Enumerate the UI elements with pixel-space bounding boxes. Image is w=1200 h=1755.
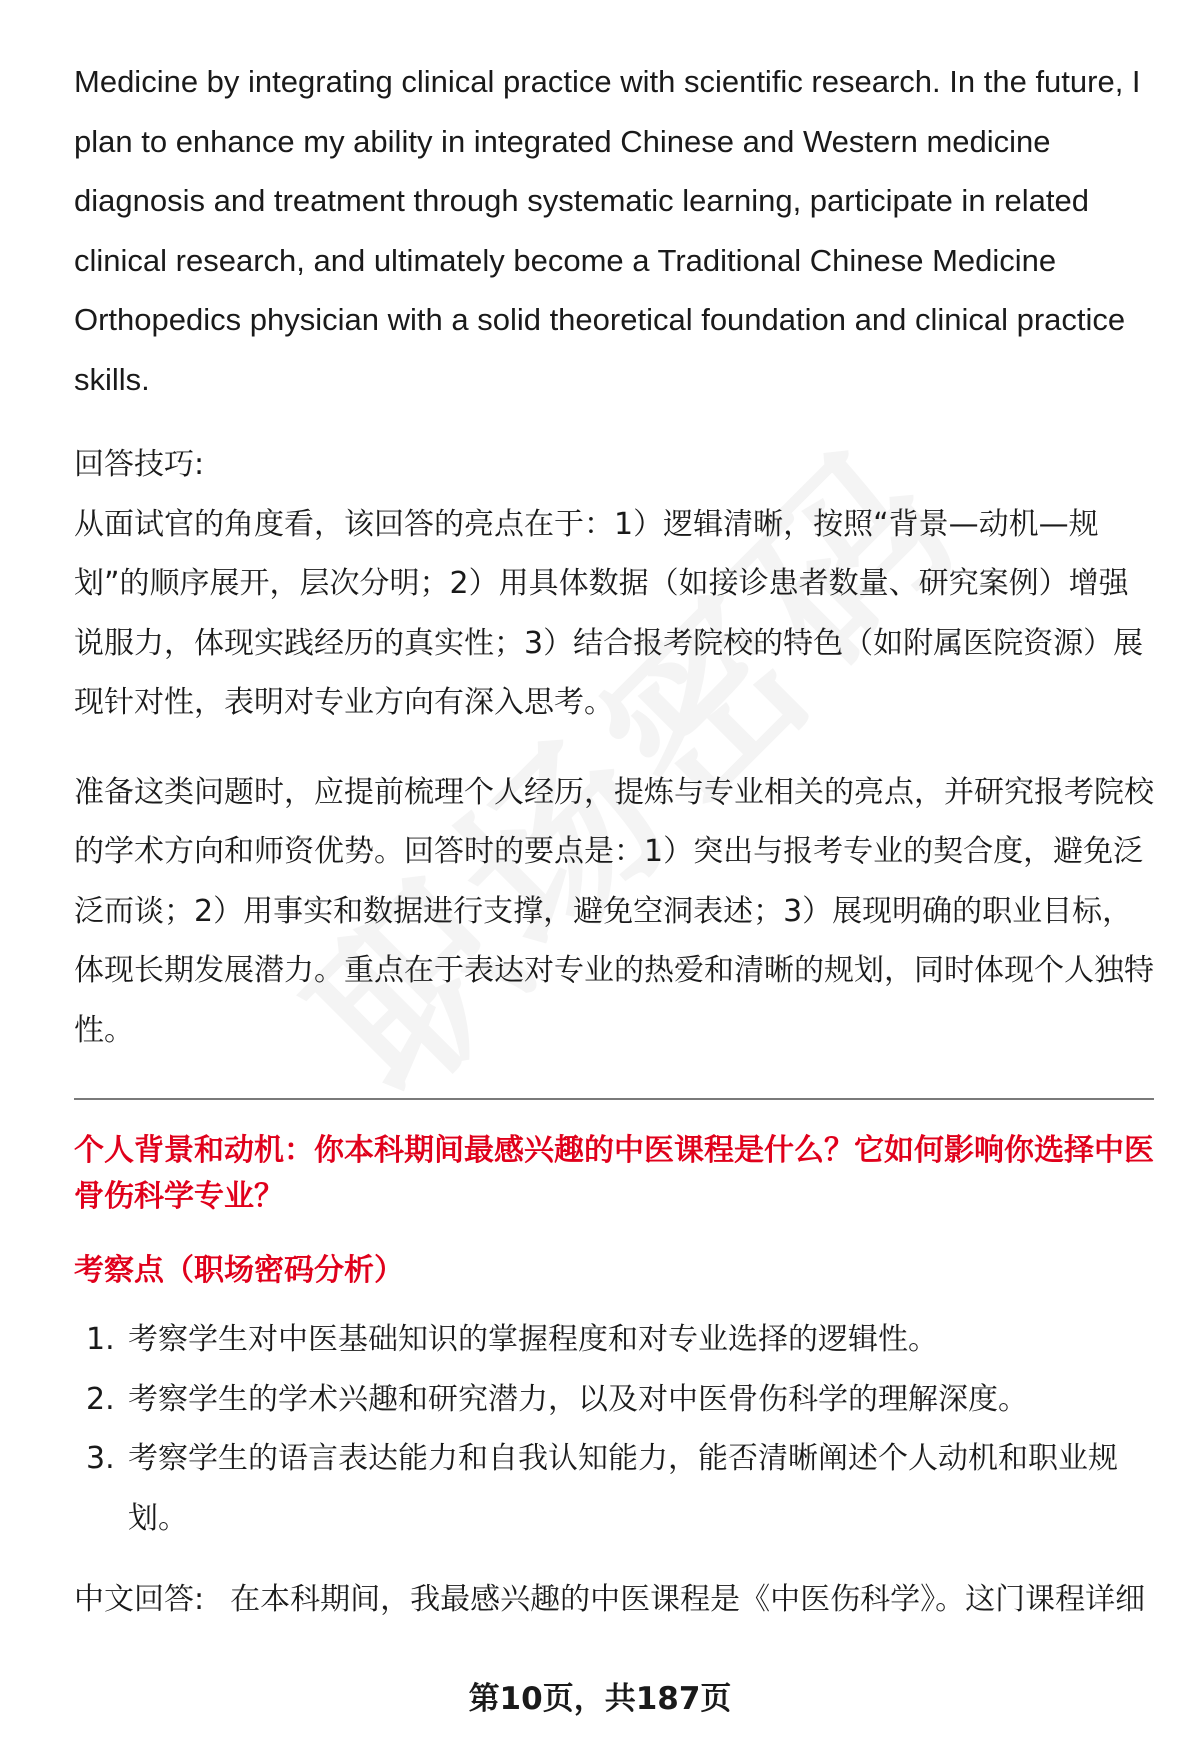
page-content: [74, 52, 1154, 1630]
list-item: [74, 1310, 1154, 1370]
list-item-number: 3.: [86, 1441, 115, 1476]
tips-paragraph: 从面试官的角度看，该回答的亮点在于：1）逻辑清晰，按照“背景—动机—规划”的顺序展开，层次分明；2）用具体数据（如接诊患者数量、研究案例）增强说服力，体现实践经历的真实性；3）结合报考院校的特色（如附属医院资源）展现针对性，表明对专业方向有深入思考。: [74, 506, 1144, 720]
list-item-number: 1.: [86, 1322, 115, 1357]
assessment-heading: 考察点（职场密码分析）: [74, 1253, 404, 1288]
question-title: 个人背景和动机：你本科期间最感兴趣的中医课程是什么？它如何影响你选择中医骨伤科学专业？: [74, 1133, 1154, 1214]
list-item: [74, 1429, 1154, 1548]
assessment-points-list: [74, 1310, 1154, 1548]
answer-text: 在本科期间，我最感兴趣的中医课程是《中医伤科学》。这门课程详细: [230, 1582, 1146, 1617]
tips-label: 回答技巧:: [74, 447, 205, 482]
section-divider: [74, 1098, 1154, 1100]
answer-label: 中文回答:: [74, 1582, 205, 1617]
list-item-text: 考察学生的语言表达能力和自我认知能力，能否清晰阐述个人动机和职业规划。: [128, 1441, 1118, 1536]
list-item-number: 2.: [86, 1381, 115, 1417]
english-answer-paragraph: Medicine by integrating clinical practice with scientific research. In the future, I plan to enhance my ability in integrated Chinese and Western medicine diagnosis and treatment through systematic learning, participate in related clinical research, and ultimately become a Traditional Chinese Medicine Orthopedics physician with a solid theoretical foundation and clinical practice skills.: [74, 64, 1141, 397]
chinese-answer: [74, 1570, 1154, 1630]
prep-paragraph: 准备这类问题时，应提前梳理个人经历，提炼与专业相关的亮点，并研究报考院校的学术方向和师资优势。回答时的要点是：1）突出与报考专业的契合度，避免泛泛而谈；2）用事实和数据进行支撑，避免空洞表述；3）展现明确的职业目标，体现长期发展潜力。重点在于表达对专业的热爱和清晰的规划，同时体现个人独特性。: [74, 774, 1154, 1048]
list-item: [74, 1370, 1154, 1430]
list-item-text: 考察学生的学术兴趣和研究潜力，以及对中医骨伤科学的理解深度。: [128, 1381, 1028, 1417]
list-item-text: 考察学生对中医基础知识的掌握程度和对专业选择的逻辑性。: [128, 1322, 938, 1357]
page-footer: 第10页，共187页: [468, 1681, 732, 1717]
